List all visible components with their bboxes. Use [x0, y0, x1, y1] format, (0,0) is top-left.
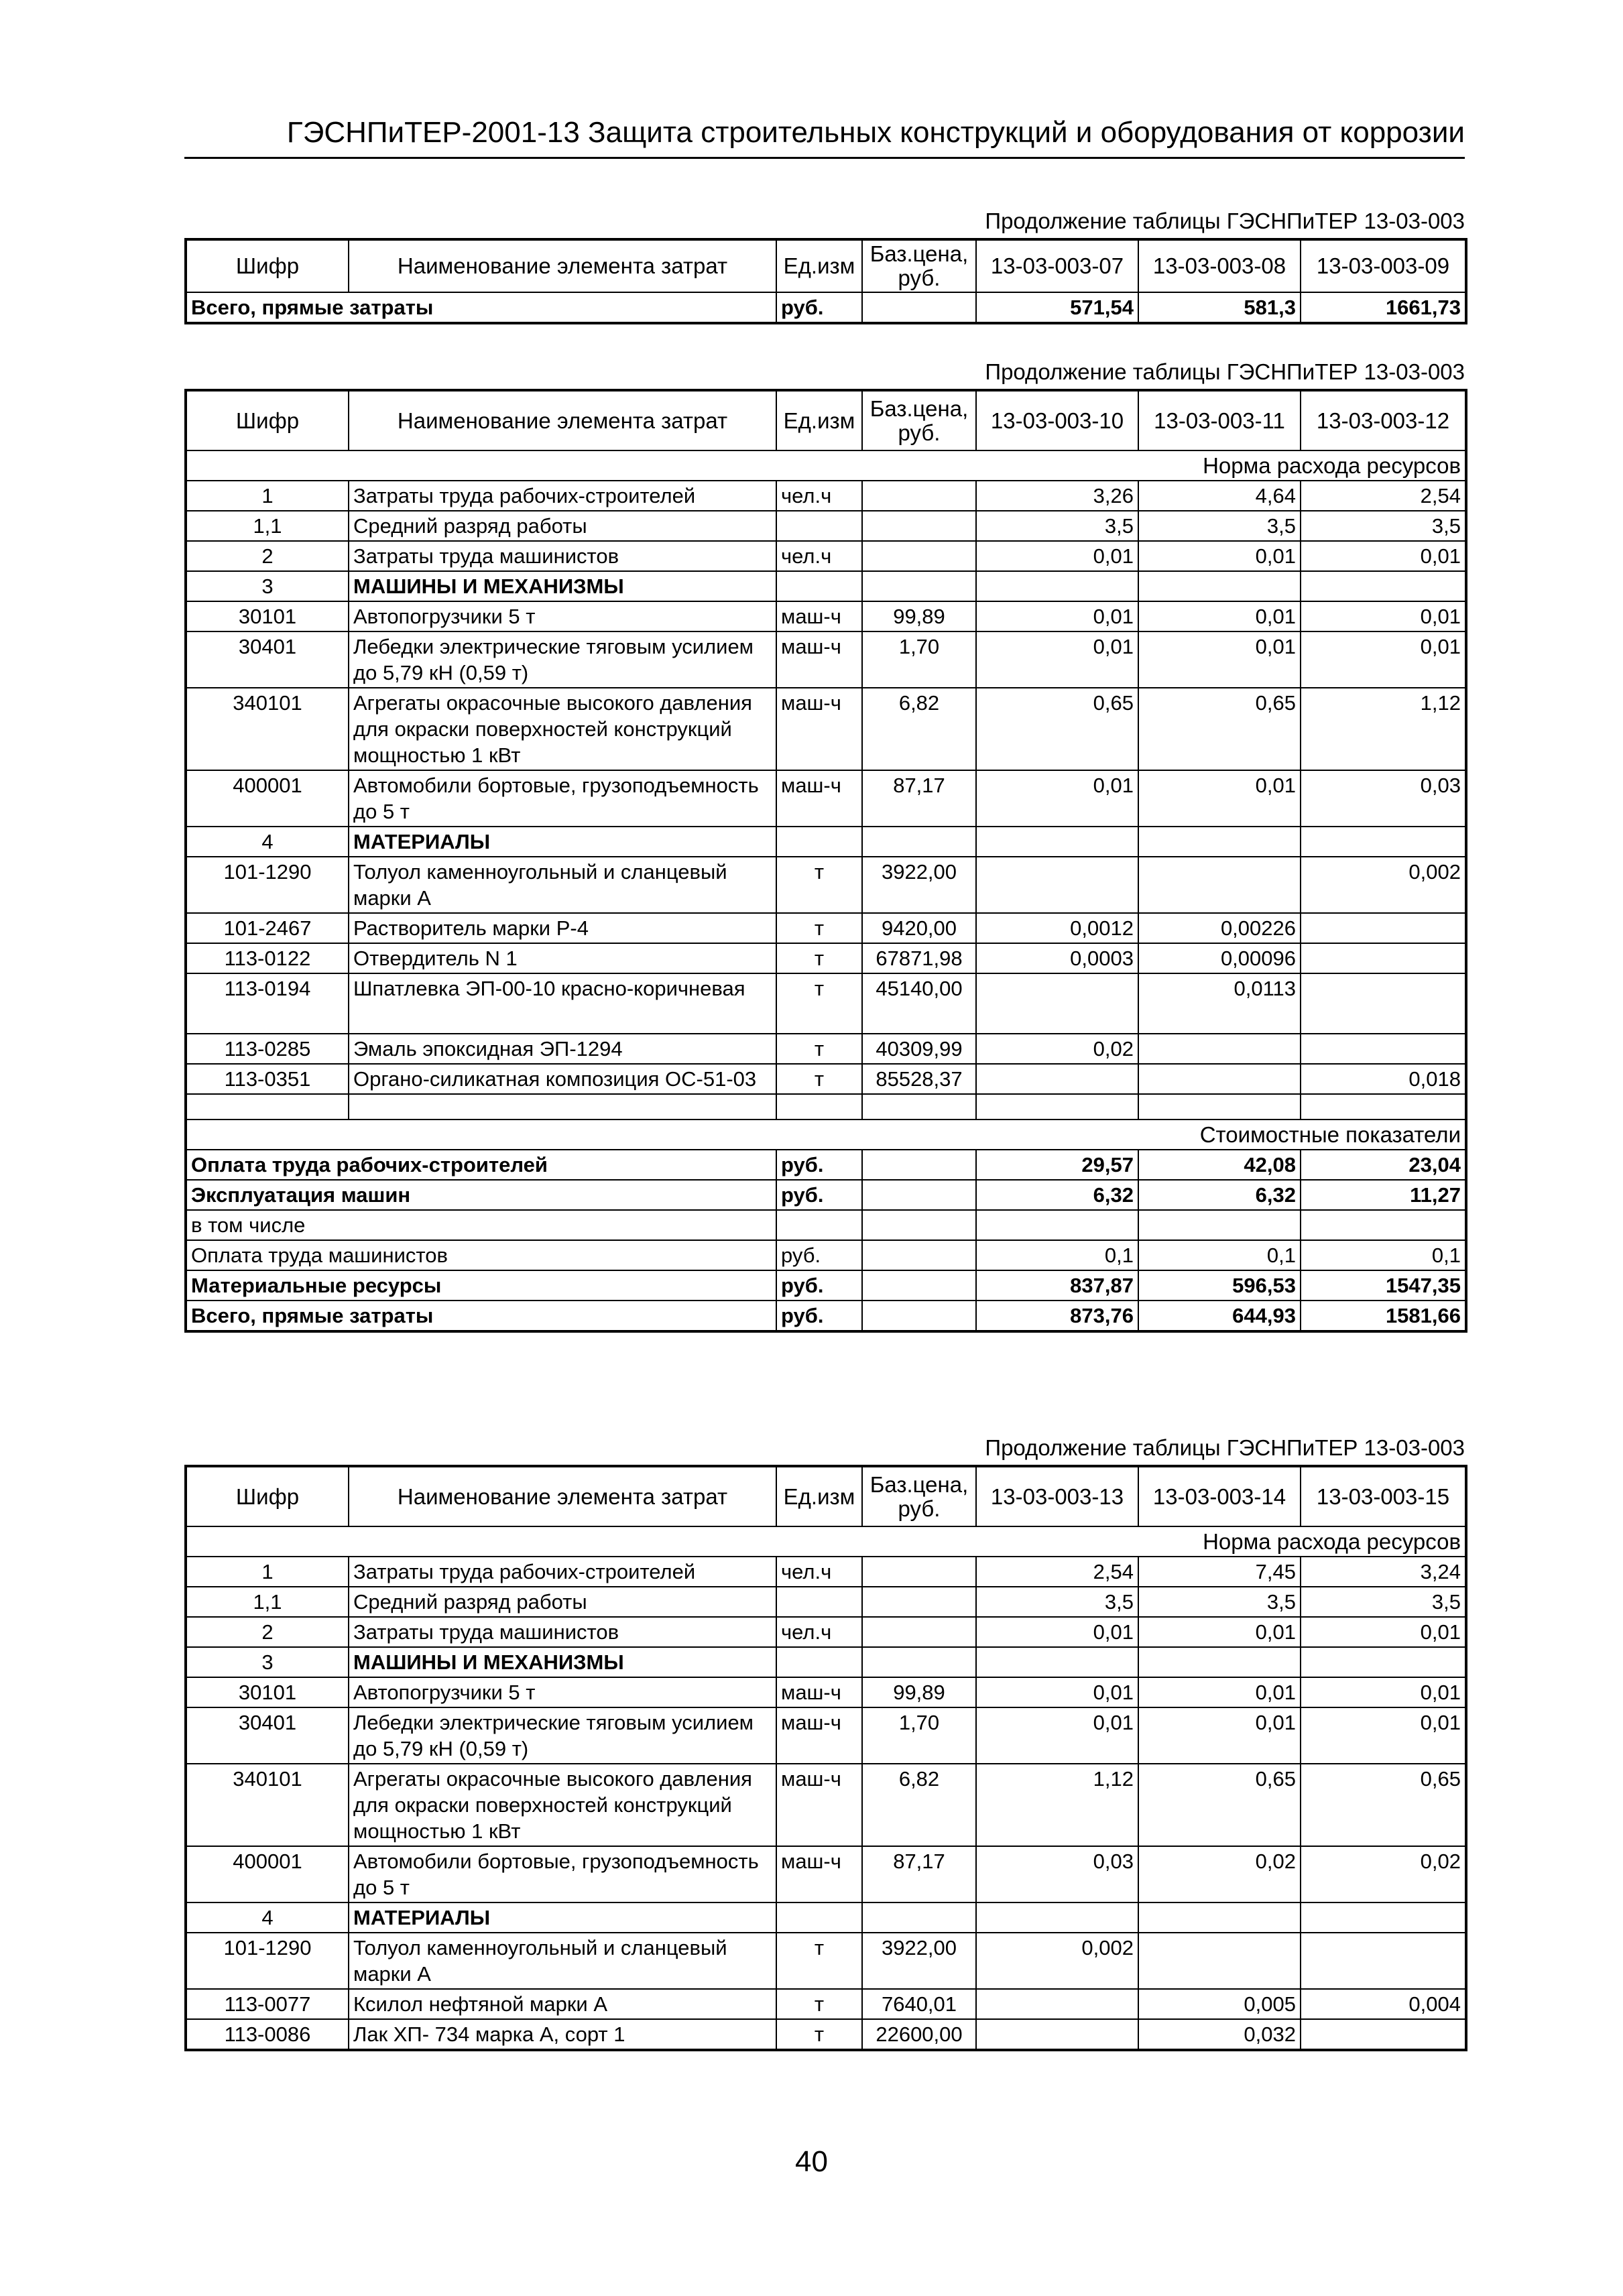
- row-unit: т: [776, 2019, 862, 2050]
- table-row: [186, 571, 1466, 601]
- row-code: 2: [186, 1617, 349, 1647]
- col-header-norm-2: 13-03-003-11: [1138, 390, 1301, 450]
- row-name: МАТЕРИАЛЫ: [349, 1902, 776, 1933]
- row-name: Автомобили бортовые, грузоподъемность до 5 т: [349, 1846, 776, 1902]
- row-name: Толуол каменноугольный и сланцевый марки А: [349, 1933, 776, 1989]
- row-value: 0,01: [1301, 541, 1466, 571]
- row-name: Средний разряд работы: [349, 1587, 776, 1617]
- row-unit: чел.ч: [776, 1617, 862, 1647]
- row-code: 113-0351: [186, 1064, 349, 1094]
- row-value: 0,01: [976, 601, 1138, 631]
- cost-value: 0,1: [976, 1240, 1138, 1270]
- row-value: [1138, 1034, 1301, 1064]
- row-name: Эмаль эпоксидная ЭП-1294: [349, 1034, 776, 1064]
- col-header-price: Баз.цена, руб.: [862, 390, 976, 450]
- row-name: Затраты труда машинистов: [349, 1617, 776, 1647]
- cost-value: 1547,35: [1301, 1270, 1466, 1301]
- cost-unit: руб.: [776, 1150, 862, 1180]
- row-price: [862, 1587, 976, 1617]
- cost-row: [186, 1150, 1466, 1180]
- cost-value: 0,1: [1138, 1240, 1301, 1270]
- row-name: Затраты труда рабочих-строителей: [349, 1557, 776, 1587]
- row-value: 0,03: [1301, 770, 1466, 827]
- row-value: 0,01: [1138, 631, 1301, 688]
- cost-value: 837,87: [976, 1270, 1138, 1301]
- row-value: 0,65: [976, 688, 1138, 770]
- row-unit: т: [776, 857, 862, 913]
- cost-value: 42,08: [1138, 1150, 1301, 1180]
- total-value: 571,54: [976, 292, 1138, 323]
- row-value: 0,01: [1301, 1617, 1466, 1647]
- row-code: 113-0122: [186, 943, 349, 973]
- row-price: 7640,01: [862, 1989, 976, 2019]
- col-header-norm-3: 13-03-003-12: [1301, 390, 1466, 450]
- row-value: [1301, 973, 1466, 1034]
- page-header: ГЭСНПиТЕР-2001-13 Защита строительных конструкций и оборудования от коррозии: [184, 114, 1465, 159]
- row-value: [976, 857, 1138, 913]
- row-code: 30401: [186, 631, 349, 688]
- row-value: 0,01: [1138, 1617, 1301, 1647]
- table-row: [186, 1557, 1466, 1587]
- row-unit: чел.ч: [776, 1557, 862, 1587]
- row-price: 40309,99: [862, 1034, 976, 1064]
- col-header-norm-2: 13-03-003-08: [1138, 239, 1301, 292]
- row-value: 0,01: [1138, 770, 1301, 827]
- cost-value: 0,1: [1301, 1240, 1466, 1270]
- row-unit: маш-ч: [776, 1677, 862, 1707]
- cost-value: 6,32: [1138, 1180, 1301, 1210]
- row-value: 0,03: [976, 1846, 1138, 1902]
- row-value: 2,54: [1301, 481, 1466, 511]
- col-header-code: Шифр: [186, 390, 349, 450]
- row-value: 3,5: [1301, 511, 1466, 541]
- row-name: Лак ХП- 734 марка А, сорт 1: [349, 2019, 776, 2050]
- row-value: 0,0113: [1138, 973, 1301, 1034]
- row-value: 0,01: [1301, 601, 1466, 631]
- col-header-unit: Ед.изм: [776, 390, 862, 450]
- table-row: [186, 973, 1466, 1034]
- row-value: [1301, 1034, 1466, 1064]
- cost-unit: руб.: [776, 1301, 862, 1331]
- row-value: 0,01: [976, 1677, 1138, 1707]
- col-header-unit: Ед.изм: [776, 239, 862, 292]
- row-code: 3: [186, 1647, 349, 1677]
- row-price: [862, 481, 976, 511]
- row-price: 3922,00: [862, 1933, 976, 1989]
- row-value: 0,65: [1138, 1764, 1301, 1846]
- col-header-code: Шифр: [186, 1466, 349, 1526]
- row-value: [1301, 2019, 1466, 2050]
- col-header-unit: Ед.изм: [776, 1466, 862, 1526]
- cost-row: [186, 1301, 1466, 1331]
- cost-table-3: [184, 1465, 1467, 2051]
- col-header-norm-1: 13-03-003-07: [976, 239, 1138, 292]
- table-row: [186, 1647, 1466, 1677]
- table-row: [186, 943, 1466, 973]
- row-price: 6,82: [862, 1764, 976, 1846]
- row-value: 0,01: [1138, 541, 1301, 571]
- row-value: 0,02: [976, 1034, 1138, 1064]
- cost-value: 644,93: [1138, 1301, 1301, 1331]
- row-code: 101-2467: [186, 913, 349, 943]
- table-row: [186, 1989, 1466, 2019]
- row-value: 3,5: [1301, 1587, 1466, 1617]
- row-unit: [776, 511, 862, 541]
- row-value: [976, 1064, 1138, 1094]
- row-name: МАТЕРИАЛЫ: [349, 827, 776, 857]
- row-code: 1: [186, 1557, 349, 1587]
- row-value: 0,032: [1138, 2019, 1301, 2050]
- cost-value: 6,32: [976, 1180, 1138, 1210]
- row-code: 30401: [186, 1707, 349, 1764]
- cost-unit: руб.: [776, 1270, 862, 1301]
- row-code: 340101: [186, 688, 349, 770]
- table-row: [186, 631, 1466, 688]
- row-code: 3: [186, 571, 349, 601]
- row-value: 4,64: [1138, 481, 1301, 511]
- table-row: [186, 827, 1466, 857]
- col-header-name: Наименование элемента затрат: [349, 1466, 776, 1526]
- row-value: 0,02: [1138, 1846, 1301, 1902]
- total-value: 1661,73: [1301, 292, 1466, 323]
- row-value: 3,26: [976, 481, 1138, 511]
- col-header-code: Шифр: [186, 239, 349, 292]
- row-value: 0,01: [1301, 1677, 1466, 1707]
- row-code: 113-0194: [186, 973, 349, 1034]
- row-price: [862, 511, 976, 541]
- row-price: 22600,00: [862, 2019, 976, 2050]
- table-row: [186, 1933, 1466, 1989]
- cost-value: 29,57: [976, 1150, 1138, 1180]
- total-label: Всего, прямые затраты: [186, 292, 776, 323]
- table-row: [186, 770, 1466, 827]
- row-value: [1138, 1933, 1301, 1989]
- cost-row: [186, 1180, 1466, 1210]
- row-code: 1,1: [186, 1587, 349, 1617]
- cost-unit: руб.: [776, 1240, 862, 1270]
- row-value: 0,004: [1301, 1989, 1466, 2019]
- row-value: 0,00226: [1138, 913, 1301, 943]
- row-name: Шпатлевка ЭП-00-10 красно-коричневая: [349, 973, 776, 1034]
- row-code: 4: [186, 827, 349, 857]
- cost-value: 11,27: [1301, 1180, 1466, 1210]
- row-value: [1301, 1933, 1466, 1989]
- col-header-norm-1: 13-03-003-13: [976, 1466, 1138, 1526]
- row-price: [862, 1617, 976, 1647]
- cost-value: 1581,66: [1301, 1301, 1466, 1331]
- row-value: 0,002: [1301, 857, 1466, 913]
- cost-label: в том числе: [186, 1210, 776, 1240]
- row-value: 0,01: [1301, 1707, 1466, 1764]
- row-name: Отвердитель N 1: [349, 943, 776, 973]
- row-name: Затраты труда рабочих-строителей: [349, 481, 776, 511]
- row-value: [1301, 943, 1466, 973]
- cost-unit: руб.: [776, 1180, 862, 1210]
- table-row: [186, 857, 1466, 913]
- col-header-norm-2: 13-03-003-14: [1138, 1466, 1301, 1526]
- col-header-norm-3: 13-03-003-15: [1301, 1466, 1466, 1526]
- row-price: 3922,00: [862, 857, 976, 913]
- row-value: 0,0003: [976, 943, 1138, 973]
- row-unit: чел.ч: [776, 481, 862, 511]
- total-value: 581,3: [1138, 292, 1301, 323]
- table-row: [186, 1064, 1466, 1094]
- row-value: 0,005: [1138, 1989, 1301, 2019]
- row-value: 0,01: [976, 1617, 1138, 1647]
- row-value: 0,01: [976, 541, 1138, 571]
- cost-label: Оплата труда рабочих-строителей: [186, 1150, 776, 1180]
- col-header-name: Наименование элемента затрат: [349, 390, 776, 450]
- row-value: [1138, 1064, 1301, 1094]
- cost-label: Эксплуатация машин: [186, 1180, 776, 1210]
- table-row: [186, 688, 1466, 770]
- row-code: 4: [186, 1902, 349, 1933]
- row-name: Агрегаты окрасочные высокого давления для окраски поверхностей конструкций мощностью 1 кВт: [349, 1764, 776, 1846]
- row-code: 400001: [186, 1846, 349, 1902]
- row-unit: т: [776, 973, 862, 1034]
- row-name: Автопогрузчики 5 т: [349, 601, 776, 631]
- cost-value: 873,76: [976, 1301, 1138, 1331]
- row-value: 3,24: [1301, 1557, 1466, 1587]
- section-label: Стоимостные показатели: [186, 1120, 1466, 1150]
- row-code: 400001: [186, 770, 349, 827]
- row-value: 0,01: [1138, 1707, 1301, 1764]
- row-value: [976, 2019, 1138, 2050]
- row-value: 0,01: [976, 1707, 1138, 1764]
- row-unit: маш-ч: [776, 1764, 862, 1846]
- row-value: [1138, 857, 1301, 913]
- table-row: [186, 1764, 1466, 1846]
- row-unit: т: [776, 1989, 862, 2019]
- col-header-name: Наименование элемента затрат: [349, 239, 776, 292]
- row-value: [976, 973, 1138, 1034]
- row-value: 3,5: [1138, 1587, 1301, 1617]
- row-name: Органо-силикатная композиция ОС-51-03: [349, 1064, 776, 1094]
- table-row: [186, 913, 1466, 943]
- table-row: [186, 1846, 1466, 1902]
- continuation-label: Продолжение таблицы ГЭСНПиТЕР 13-03-003: [985, 208, 1465, 233]
- row-name: Затраты труда машинистов: [349, 541, 776, 571]
- row-unit: маш-ч: [776, 631, 862, 688]
- row-code: 2: [186, 541, 349, 571]
- row-name: МАШИНЫ И МЕХАНИЗМЫ: [349, 571, 776, 601]
- row-price: [862, 1557, 976, 1587]
- table-row: [186, 1677, 1466, 1707]
- continuation-label: Продолжение таблицы ГЭСНПиТЕР 13-03-003: [985, 1435, 1465, 1460]
- row-value: 1,12: [1301, 688, 1466, 770]
- row-value: 0,00096: [1138, 943, 1301, 973]
- row-price: 1,70: [862, 1707, 976, 1764]
- row-unit: чел.ч: [776, 541, 862, 571]
- cost-row: [186, 1240, 1466, 1270]
- cost-table-2: [184, 389, 1467, 1333]
- row-price: 85528,37: [862, 1064, 976, 1094]
- row-code: 30101: [186, 1677, 349, 1707]
- row-price: 6,82: [862, 688, 976, 770]
- col-header-price: Баз.цена, руб.: [862, 239, 976, 292]
- row-name: Агрегаты окрасочные высокого давления для окраски поверхностей конструкций мощностью 1 кВт: [349, 688, 776, 770]
- table-row: [186, 541, 1466, 571]
- row-value: 0,002: [976, 1933, 1138, 1989]
- cost-row: [186, 1210, 1466, 1240]
- cost-value: 23,04: [1301, 1150, 1466, 1180]
- row-code: 113-0077: [186, 1989, 349, 2019]
- row-unit: [776, 1587, 862, 1617]
- row-price: 9420,00: [862, 913, 976, 943]
- total-row: [186, 292, 1466, 323]
- row-name: Толуол каменноугольный и сланцевый марки А: [349, 857, 776, 913]
- row-name: Средний разряд работы: [349, 511, 776, 541]
- row-code: 340101: [186, 1764, 349, 1846]
- row-value: 0,65: [1138, 688, 1301, 770]
- row-name: Лебедки электрические тяговым усилием до 5,79 кН (0,59 т): [349, 1707, 776, 1764]
- row-price: [862, 541, 976, 571]
- col-header-price: Баз.цена, руб.: [862, 1466, 976, 1526]
- row-value: 0,01: [976, 631, 1138, 688]
- row-unit: маш-ч: [776, 1846, 862, 1902]
- row-value: 0,0012: [976, 913, 1138, 943]
- row-value: [1301, 913, 1466, 943]
- row-price: 87,17: [862, 1846, 976, 1902]
- row-value: 0,02: [1301, 1846, 1466, 1902]
- row-unit: т: [776, 1034, 862, 1064]
- row-value: 0,01: [976, 770, 1138, 827]
- table-row: [186, 481, 1466, 511]
- table-row: [186, 1617, 1466, 1647]
- table-row: [186, 2019, 1466, 2050]
- row-name: Лебедки электрические тяговым усилием до 5,79 кН (0,59 т): [349, 631, 776, 688]
- row-value: 3,5: [1138, 511, 1301, 541]
- total-unit: руб.: [776, 292, 862, 323]
- row-name: Автопогрузчики 5 т: [349, 1677, 776, 1707]
- col-header-norm-3: 13-03-003-09: [1301, 239, 1466, 292]
- row-name: Автомобили бортовые, грузоподъемность до 5 т: [349, 770, 776, 827]
- row-value: 0,018: [1301, 1064, 1466, 1094]
- row-value: 0,65: [1301, 1764, 1466, 1846]
- row-price: 67871,98: [862, 943, 976, 973]
- row-unit: т: [776, 1064, 862, 1094]
- row-value: [976, 1989, 1138, 2019]
- cost-label: Материальные ресурсы: [186, 1270, 776, 1301]
- row-unit: маш-ч: [776, 688, 862, 770]
- row-name: Ксилол нефтяной марки А: [349, 1989, 776, 2019]
- table-row: [186, 601, 1466, 631]
- row-code: 113-0285: [186, 1034, 349, 1064]
- table-row: [186, 1707, 1466, 1764]
- row-unit: маш-ч: [776, 770, 862, 827]
- row-name: МАШИНЫ И МЕХАНИЗМЫ: [349, 1647, 776, 1677]
- row-value: 0,01: [1138, 601, 1301, 631]
- row-unit: маш-ч: [776, 601, 862, 631]
- row-price: 45140,00: [862, 973, 976, 1034]
- row-value: 1,12: [976, 1764, 1138, 1846]
- row-name: Растворитель марки Р-4: [349, 913, 776, 943]
- cost-table-1: [184, 238, 1467, 324]
- row-value: 7,45: [1138, 1557, 1301, 1587]
- row-code: 101-1290: [186, 857, 349, 913]
- table-row: [186, 511, 1466, 541]
- table-row: [186, 1587, 1466, 1617]
- row-code: 101-1290: [186, 1933, 349, 1989]
- col-header-norm-1: 13-03-003-10: [976, 390, 1138, 450]
- continuation-label: Продолжение таблицы ГЭСНПиТЕР 13-03-003: [985, 359, 1465, 384]
- row-unit: т: [776, 1933, 862, 1989]
- row-price: 1,70: [862, 631, 976, 688]
- row-value: 0,01: [1138, 1677, 1301, 1707]
- row-price: 87,17: [862, 770, 976, 827]
- table-row: [186, 1034, 1466, 1064]
- row-unit: т: [776, 913, 862, 943]
- row-value: 2,54: [976, 1557, 1138, 1587]
- cost-value: 596,53: [1138, 1270, 1301, 1301]
- section-label: Норма расхода ресурсов: [186, 450, 1466, 481]
- row-code: 30101: [186, 601, 349, 631]
- row-unit: маш-ч: [776, 1707, 862, 1764]
- row-code: 1: [186, 481, 349, 511]
- row-price: 99,89: [862, 1677, 976, 1707]
- row-code: 113-0086: [186, 2019, 349, 2050]
- row-price: 99,89: [862, 601, 976, 631]
- row-value: 0,01: [1301, 631, 1466, 688]
- cost-label: Оплата труда машинистов: [186, 1240, 776, 1270]
- section-label: Норма расхода ресурсов: [186, 1526, 1466, 1557]
- table-row: [186, 1902, 1466, 1933]
- cost-label: Всего, прямые затраты: [186, 1301, 776, 1331]
- row-unit: т: [776, 943, 862, 973]
- row-value: 3,5: [976, 1587, 1138, 1617]
- row-value: 3,5: [976, 511, 1138, 541]
- cost-row: [186, 1270, 1466, 1301]
- page-number: 40: [795, 2145, 828, 2178]
- row-code: 1,1: [186, 511, 349, 541]
